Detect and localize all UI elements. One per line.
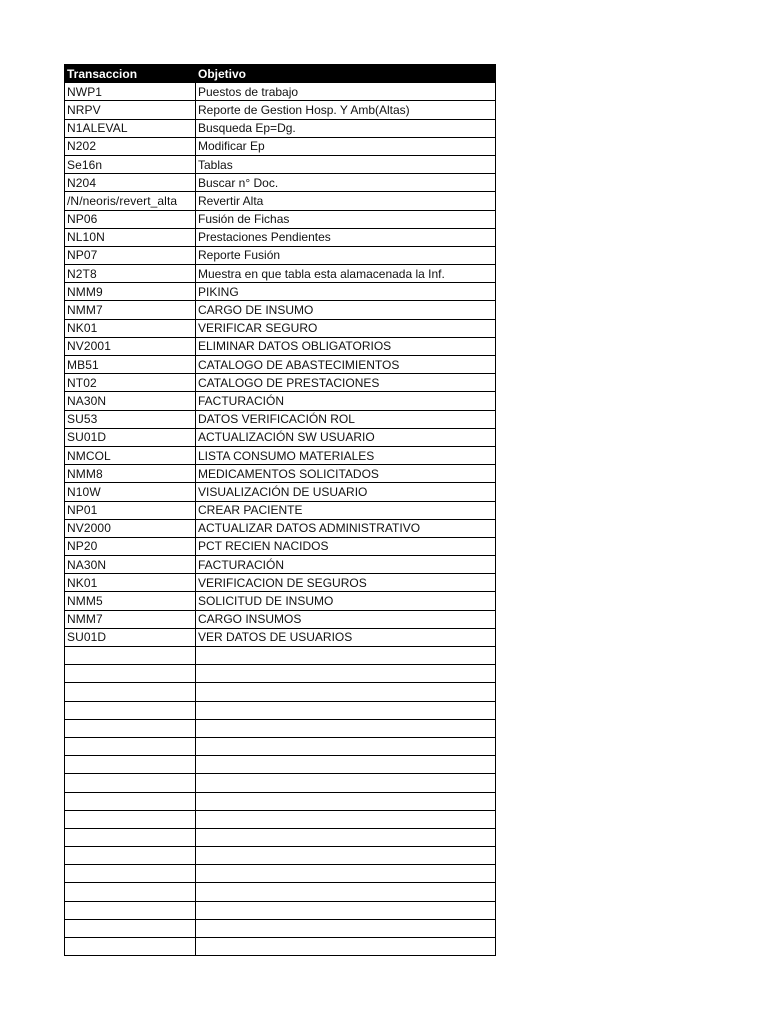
objective-cell: CATALOGO DE ABASTECIMIENTOS (196, 356, 496, 374)
table-row (65, 774, 496, 792)
transaction-code-cell: NP20 (65, 537, 196, 555)
table-row (65, 83, 496, 101)
transaction-code-cell: NMM7 (65, 610, 196, 628)
objective-cell (196, 774, 496, 792)
table-row (65, 665, 496, 683)
objective-cell: ELIMINAR DATOS OBLIGATORIOS (196, 337, 496, 355)
transaction-code-cell: Se16n (65, 155, 196, 173)
table-row (65, 938, 496, 956)
table-row (65, 374, 496, 392)
table-row (65, 737, 496, 755)
transaction-code-cell (65, 938, 196, 956)
transaction-code-cell: NA30N (65, 556, 196, 574)
objective-cell (196, 847, 496, 865)
table-row (65, 410, 496, 428)
transaction-code-cell: SU01D (65, 428, 196, 446)
objective-cell: Prestaciones Pendientes (196, 228, 496, 246)
objective-cell: Reporte de Gestion Hosp. Y Amb(Altas) (196, 101, 496, 119)
objective-cell: Puestos de trabajo (196, 83, 496, 101)
objective-cell (196, 701, 496, 719)
objective-cell (196, 938, 496, 956)
table-row (65, 828, 496, 846)
objective-cell (196, 919, 496, 937)
table-row (65, 628, 496, 646)
table-row (65, 319, 496, 337)
objective-cell (196, 810, 496, 828)
transaction-code-cell: NA30N (65, 392, 196, 410)
transaction-code-cell (65, 828, 196, 846)
table-row (65, 537, 496, 555)
objective-cell: Buscar n° Doc. (196, 174, 496, 192)
table-row (65, 556, 496, 574)
transaction-code-cell (65, 865, 196, 883)
objective-cell: PIKING (196, 283, 496, 301)
table-row (65, 792, 496, 810)
objective-cell: DATOS VERIFICACIÓN ROL (196, 410, 496, 428)
transaction-code-cell: NMM7 (65, 301, 196, 319)
table-row (65, 847, 496, 865)
table-row (65, 865, 496, 883)
objective-cell: CREAR PACIENTE (196, 501, 496, 519)
table-row (65, 465, 496, 483)
objective-cell: Reporte Fusión (196, 246, 496, 264)
table-row (65, 192, 496, 210)
table-row (65, 174, 496, 192)
transaction-code-cell: N2T8 (65, 265, 196, 283)
transaction-code-cell (65, 737, 196, 755)
table-row (65, 683, 496, 701)
table-row (65, 901, 496, 919)
table-row (65, 919, 496, 937)
table-row (65, 155, 496, 173)
objective-cell: VER DATOS DE USUARIOS (196, 628, 496, 646)
table-row (65, 446, 496, 464)
table-row (65, 137, 496, 155)
transaction-code-cell: NK01 (65, 319, 196, 337)
transaction-code-cell: NMM8 (65, 465, 196, 483)
objective-cell: CARGO DE INSUMO (196, 301, 496, 319)
transaction-code-cell: NMM5 (65, 592, 196, 610)
transaction-code-cell (65, 919, 196, 937)
transaction-code-cell: NK01 (65, 574, 196, 592)
table-row (65, 592, 496, 610)
objective-cell: Busqueda Ep=Dg. (196, 119, 496, 137)
header-row (65, 65, 496, 83)
objective-cell: CARGO INSUMOS (196, 610, 496, 628)
table-row (65, 210, 496, 228)
header-objetivo: Objetivo (196, 65, 496, 83)
table-row (65, 101, 496, 119)
objective-cell (196, 828, 496, 846)
transaction-code-cell (65, 756, 196, 774)
table-row (65, 483, 496, 501)
objective-cell: Modificar Ep (196, 137, 496, 155)
table-row (65, 246, 496, 264)
objective-cell: VERIFICAR SEGURO (196, 319, 496, 337)
transaction-code-cell (65, 792, 196, 810)
transaction-code-cell: NMM9 (65, 283, 196, 301)
transaction-code-cell (65, 901, 196, 919)
transaction-code-cell (65, 774, 196, 792)
table-row (65, 810, 496, 828)
table-row (65, 701, 496, 719)
objective-cell (196, 719, 496, 737)
objective-cell (196, 865, 496, 883)
transaction-code-cell: /N/neoris/revert_alta (65, 192, 196, 210)
transaction-code-cell: MB51 (65, 356, 196, 374)
objective-cell: PCT RECIEN NACIDOS (196, 537, 496, 555)
transaction-code-cell (65, 883, 196, 901)
objective-cell: FACTURACIÓN (196, 556, 496, 574)
objective-cell (196, 737, 496, 755)
objective-cell: FACTURACIÓN (196, 392, 496, 410)
table-row (65, 519, 496, 537)
objective-cell: VISUALIZACIÓN DE USUARIO (196, 483, 496, 501)
transaction-code-cell (65, 665, 196, 683)
objective-cell (196, 883, 496, 901)
objective-cell: SOLICITUD DE INSUMO (196, 592, 496, 610)
table-row (65, 501, 496, 519)
objective-cell: Muestra en que tabla esta alamacenada la Inf. (196, 265, 496, 283)
objective-cell: Fusión de Fichas (196, 210, 496, 228)
table-row (65, 283, 496, 301)
transaction-code-cell (65, 683, 196, 701)
transaction-code-cell: NL10N (65, 228, 196, 246)
table-row (65, 392, 496, 410)
transaction-code-cell: NV2001 (65, 337, 196, 355)
transaction-code-cell (65, 701, 196, 719)
table-row (65, 883, 496, 901)
transaction-code-cell (65, 647, 196, 665)
table-row (65, 337, 496, 355)
transaction-code-cell: NV2000 (65, 519, 196, 537)
objective-cell: VERIFICACION DE SEGUROS (196, 574, 496, 592)
objective-cell: LISTA CONSUMO MATERIALES (196, 446, 496, 464)
table-row (65, 610, 496, 628)
transaction-code-cell: NP07 (65, 246, 196, 264)
transaction-code-cell: N202 (65, 137, 196, 155)
objective-cell (196, 665, 496, 683)
transaction-code-cell: NT02 (65, 374, 196, 392)
objective-cell: Revertir Alta (196, 192, 496, 210)
table-row (65, 265, 496, 283)
table-row (65, 119, 496, 137)
objective-cell (196, 647, 496, 665)
table-row (65, 301, 496, 319)
transaction-code-cell: N1ALEVAL (65, 119, 196, 137)
objective-cell: Tablas (196, 155, 496, 173)
table-header (65, 65, 496, 83)
table-row (65, 356, 496, 374)
transaction-code-cell: NMCOL (65, 446, 196, 464)
objective-cell: ACTUALIZAR DATOS ADMINISTRATIVO (196, 519, 496, 537)
objective-cell: CATALOGO DE PRESTACIONES (196, 374, 496, 392)
header-transaccion: Transaccion (65, 65, 196, 83)
table-row (65, 574, 496, 592)
transaction-code-cell: NWP1 (65, 83, 196, 101)
table-body (65, 83, 496, 956)
table-row (65, 647, 496, 665)
table-row (65, 756, 496, 774)
table-row (65, 228, 496, 246)
transactions-table (64, 64, 496, 956)
transaction-code-cell: NRPV (65, 101, 196, 119)
table-row (65, 719, 496, 737)
objective-cell (196, 792, 496, 810)
transaction-code-cell: NP06 (65, 210, 196, 228)
transaction-code-cell (65, 719, 196, 737)
objective-cell (196, 756, 496, 774)
transaction-code-cell (65, 847, 196, 865)
transaction-code-cell: N10W (65, 483, 196, 501)
transaction-code-cell: SU53 (65, 410, 196, 428)
transaction-code-cell: SU01D (65, 628, 196, 646)
transaction-code-cell (65, 810, 196, 828)
table-row (65, 428, 496, 446)
objective-cell: MEDICAMENTOS SOLICITADOS (196, 465, 496, 483)
transaction-code-cell: N204 (65, 174, 196, 192)
objective-cell (196, 683, 496, 701)
objective-cell (196, 901, 496, 919)
objective-cell: ACTUALIZACIÓN SW USUARIO (196, 428, 496, 446)
transaction-code-cell: NP01 (65, 501, 196, 519)
